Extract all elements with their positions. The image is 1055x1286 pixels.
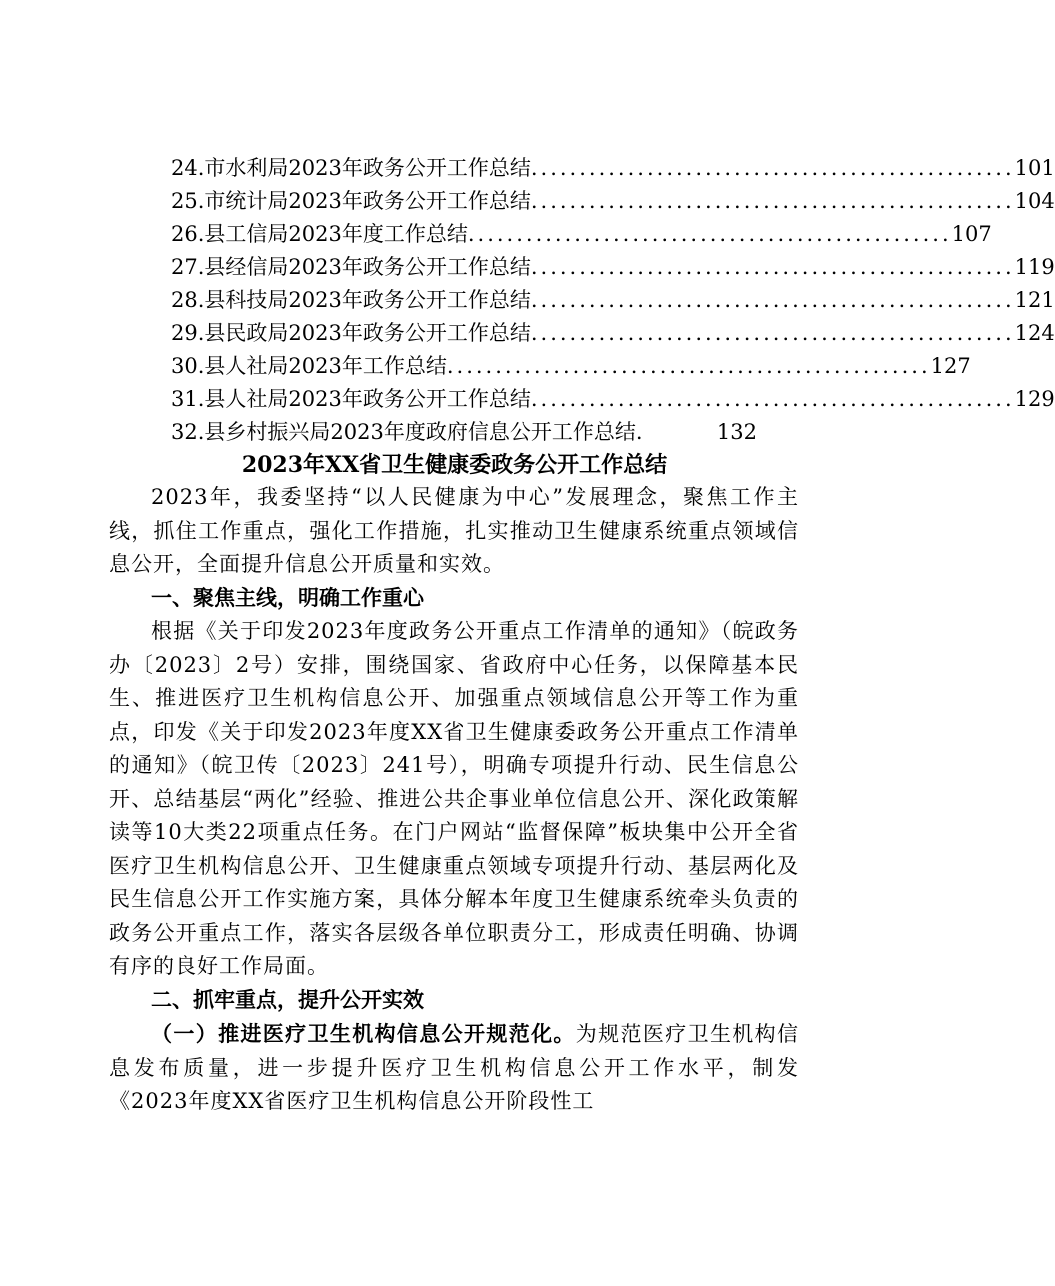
toc-entry-title: 县工信局2023年度工作总结 bbox=[204, 222, 468, 246]
toc-leader-dots: .................................................. bbox=[446, 354, 931, 378]
toc-entry-title: 县乡村振兴局2023年度政府信息公开工作总结 bbox=[204, 420, 636, 444]
section-1-paragraph: 根据《关于印发2023年度政务公开重点工作清单的通知》（皖政务办〔2023〕2号）安排，围绕国家、省政府中心任务，以保障基本民生、推进医疗卫生机构信息公开、加强重点领域信息公开等工作为重点，印发《关于印发2023年度XX省卫生健康委政务公开重点工作清单的通知》（皖卫传〔2023〕241号），明确专项提升行动、民生信息公开、总结基层“两化”经验、推进公共企事业单位信息公开、深化政策解读等10大类22项重点任务。在门户网站“监督保障”板块集中公开全省医疗卫生机构信息公开、卫生健康重点领域专项提升行动、基层两化及民生信息公开工作实施方案，具体分解本年度卫生健康系统牵头负责的政务公开重点工作，落实各层级各单位职责分工，形成责任明确、协调有序的良好工作局面。 bbox=[109, 619, 799, 978]
toc-entry-number: 25. bbox=[171, 189, 205, 213]
toc-entry-number: 27. bbox=[171, 255, 205, 279]
section-2-text: 为规范医疗卫生机构信息发布质量，进一步提升医疗卫生机构信息公开工作水平，制发《2023年度XX省医疗卫生机构信息公开阶段性工 bbox=[109, 1022, 800, 1113]
toc-entry[interactable] bbox=[171, 416, 757, 449]
toc-entry-page: 124 bbox=[1014, 321, 1055, 345]
section-2-paragraph bbox=[109, 1017, 799, 1119]
toc-leader-dots: .................................................. bbox=[530, 255, 1015, 279]
toc-entry-title: 县人社局2023年政务公开工作总结 bbox=[204, 387, 531, 411]
toc-entry[interactable] bbox=[171, 152, 1055, 185]
toc-entry-title: 县人社局2023年工作总结 bbox=[204, 354, 447, 378]
toc-entry-number: 32. bbox=[171, 420, 205, 444]
toc-entry[interactable] bbox=[171, 350, 971, 383]
toc-entry-page: 121 bbox=[1014, 288, 1055, 312]
subsection-lead: （一）推进医疗卫生机构信息公开规范化。 bbox=[151, 1021, 576, 1046]
toc-leader-dots: .................................................. bbox=[467, 222, 952, 246]
toc-entry[interactable] bbox=[171, 251, 1055, 284]
toc-entry[interactable] bbox=[171, 317, 1055, 350]
toc-entry-number: 26. bbox=[171, 222, 205, 246]
toc-entry-page: 101 bbox=[1014, 156, 1055, 180]
toc-entry-page: 127 bbox=[930, 354, 971, 378]
section-heading-1: 一、聚焦主线，明确工作重心 bbox=[151, 585, 424, 610]
toc-entry-number: 28. bbox=[171, 288, 205, 312]
toc-leader-dots: .................................................. bbox=[530, 189, 1015, 213]
toc-entry-number: 31. bbox=[171, 387, 205, 411]
document-title: 2023年XX省卫生健康委政务公开工作总结 bbox=[241, 452, 668, 478]
toc-entry-title: 市统计局2023年政务公开工作总结 bbox=[204, 189, 531, 213]
toc-entry-number: 24. bbox=[171, 156, 205, 180]
toc-entry-title: 市水利局2023年政务公开工作总结 bbox=[204, 156, 531, 180]
toc-leader-dots: .................................................. bbox=[530, 321, 1015, 345]
toc-entry-page: 129 bbox=[1014, 387, 1055, 411]
toc-entry-page: 107 bbox=[951, 222, 992, 246]
toc-entry[interactable] bbox=[171, 383, 1055, 416]
toc-leader-dots: . bbox=[635, 420, 646, 444]
document-body bbox=[109, 481, 799, 1119]
toc-entry-number: 30. bbox=[171, 354, 205, 378]
toc-entry-page: 119 bbox=[1014, 255, 1055, 279]
toc-entry-page: 132 bbox=[716, 420, 757, 444]
toc-entry-page: 104 bbox=[1014, 189, 1055, 213]
toc-leader-dots: .................................................. bbox=[530, 156, 1015, 180]
toc-entry-title: 县经信局2023年政务公开工作总结 bbox=[204, 255, 531, 279]
toc-entry[interactable] bbox=[171, 218, 992, 251]
intro-paragraph: 2023年，我委坚持“以人民健康为中心”发展理念，聚焦工作主线，抓住工作重点，强化工作措施，扎实推动卫生健康系统重点领域信息公开，全面提升信息公开质量和实效。 bbox=[109, 485, 799, 576]
table-of-contents bbox=[171, 152, 1055, 449]
toc-entry-title: 县科技局2023年政务公开工作总结 bbox=[204, 288, 531, 312]
toc-entry[interactable] bbox=[171, 284, 1055, 317]
toc-leader-dots: .................................................. bbox=[530, 387, 1015, 411]
toc-leader-dots: .................................................. bbox=[530, 288, 1015, 312]
toc-entry-number: 29. bbox=[171, 321, 205, 345]
toc-entry-title: 县民政局2023年政务公开工作总结 bbox=[204, 321, 531, 345]
section-heading-2: 二、抓牢重点，提升公开实效 bbox=[151, 987, 424, 1012]
toc-entry[interactable] bbox=[171, 185, 1055, 218]
